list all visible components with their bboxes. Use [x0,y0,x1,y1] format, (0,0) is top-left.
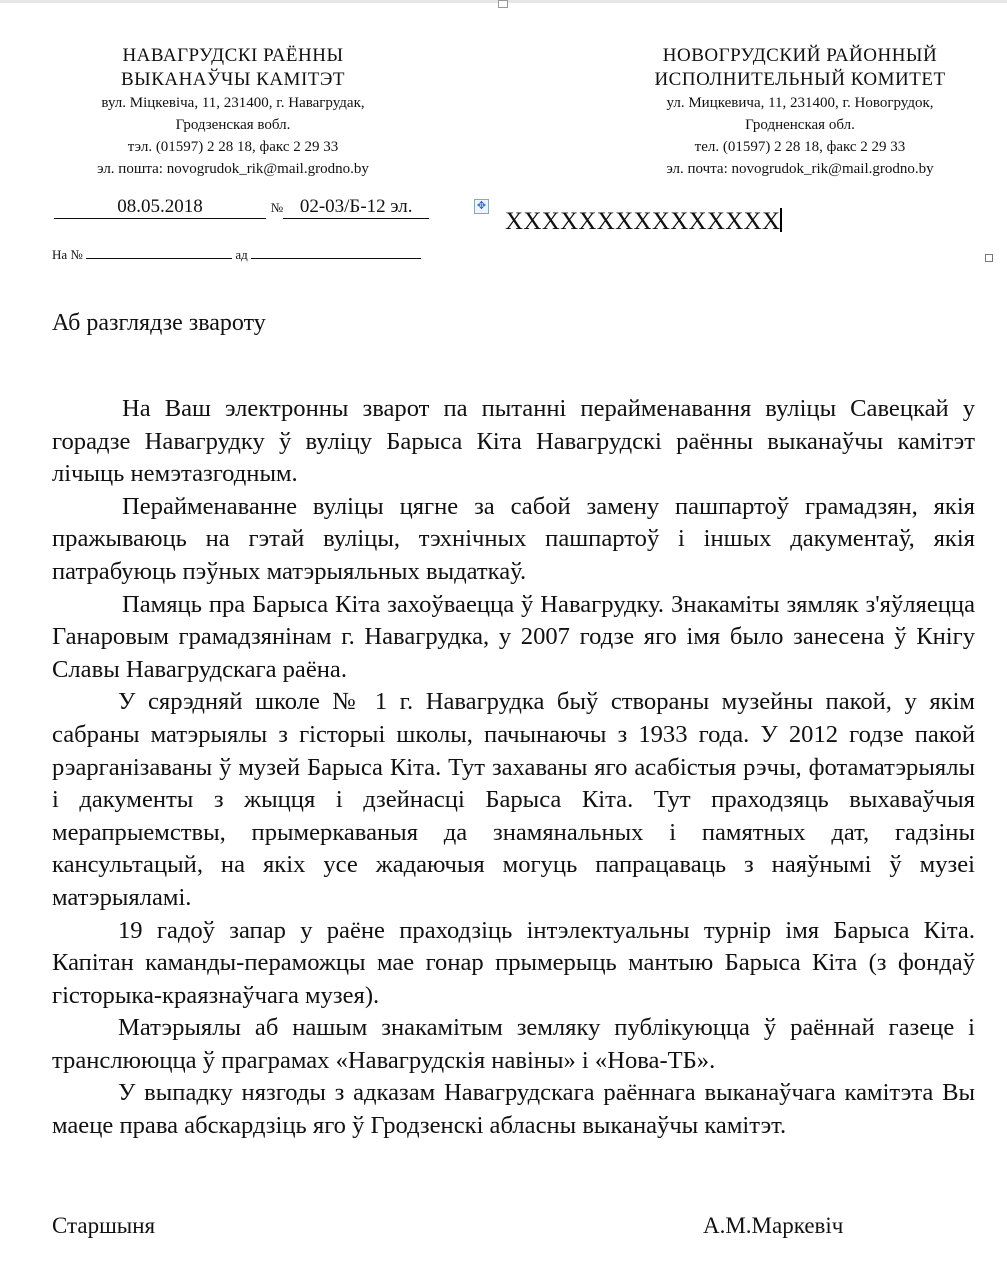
org-title-be-2: ВЫКАНАЎЧЫ КАМІТЭТ [120,69,346,90]
org-title-ru-2: ИСПОЛНИТЕЛЬНЫЙ КОМИТЕТ [654,69,946,90]
cell-end-marker [985,254,993,262]
ref-date-blank [251,244,421,259]
text-cursor [780,208,782,232]
org-email-ru: эл. почта: novogrudok_rik@mail.grodno.by [666,161,934,177]
paragraph: На Ваш электронны зварот па пытанні перайменавання вуліцы Савецкай у горадзе Навагрудку ў вуліцу Барыса Кіта Навагрудскі раённы выканаўчы камітэт лічыць немэтазгодным. [52,395,975,488]
signature-position: Старшыня [52,1213,156,1238]
registration-number: 02-03/Б-12 эл. [283,196,429,219]
paragraph: 19 гадоў запар у раёне праходзіць інтэлектуальны турнір імя Барыса Кіта. Капітан каманды-пераможцы мае гонар прымерыць мантыю Барыса Кіта (з фондаў гісторыка-краязнаўчага музея). [52,916,975,1009]
ref-label: На № [52,247,83,262]
paragraph: У сярэдняй школе № 1 г. Навагрудка быў створаны музейны пакой, у якім сабраны матэрыялы з гісторыі школы, пачынаючы з 1933 года. У 2012 годзе пакой рэарганізаваны ў музей Барыса Кіта. Тут захаваны яго асабістыя рэчы, фотаматэрыялы і дакументы з жыцця і дзейнасці Барыса Кіта. Тут праходзяць выхаваўчыя мерапрыемствы, прымеркаваныя да знамянальных і памятных дат, гадзіны кансультацый, на якіх усе жадаючыя могуць папрацаваць з наяўнымі ў музеі матэрыяламі. [52,688,975,911]
signature-name: А.М.Маркевіч [703,1213,844,1238]
header-left [48,44,418,180]
org-phone-ru: тел. (01597) 2 28 18, факс 2 29 33 [694,139,906,155]
org-phone-be: тэл. (01597) 2 28 18, факс 2 29 33 [127,139,339,155]
header-right [615,44,985,180]
from-label: ад [235,247,248,262]
registration-line [54,196,429,219]
subject-line: Аб разглядзе звароту [52,310,266,336]
addressee[interactable] [505,208,782,236]
paragraph: Перайменаванне вуліцы цягне за сабой замену пашпартоў грамадзян, якія пражываюць на гэтай вуліцы, тэхнічных пашпартоў і іншых дакументаў, якія патрабуюць пэўных матэрыяльных выдаткаў. [52,492,975,585]
addressee-text[interactable]: XXXXXXXXXXXXXXX [505,208,781,235]
reference-line [52,244,421,263]
org-email-be: эл. пошта: novogrudok_rik@mail.grodno.by [97,161,369,177]
paragraph: У выпадку нязгоды з адказам Навагрудскага раённага выканаўчага камітэта Вы маеце права абскардзіць яго ў Гродзенскі абласны выканаўчы камітэт. [52,1079,975,1140]
org-address-be: вул. Міцкевіча, 11, 231400, г. Навагрудак, [101,95,365,111]
org-region-be: Гродзенская вобл. [175,117,291,133]
number-label: № [270,200,284,215]
ruler-marker[interactable] [498,0,508,8]
org-title-be-1: НАВАГРУДСКІ РАЁННЫ [122,45,344,66]
paragraph: Матэрыялы аб нашым знакамітым земляку публікуюцца ў раённай газеце і транслююцца ў праграмах «Навагрудскія навіны» і «Нова-ТБ». [52,1014,975,1074]
org-title-ru-1: НОВОГРУДСКИЙ РАЙОННЫЙ [662,45,938,66]
letter-body [52,393,975,1143]
org-region-ru: Гродненская обл. [745,117,855,133]
org-address-ru: ул. Мицкевича, 11, 231400, г. Новогрудок, [666,95,934,111]
table-move-handle-icon[interactable]: ✥ [474,199,489,214]
registration-date: 08.05.2018 [54,196,266,219]
ref-number-blank [86,244,232,259]
paragraph: Памяць пра Барыса Кіта захоўваецца ў Навагрудку. Знакаміты зямляк з'яўляецца Ганаровым грамадзянінам г. Навагрудка, у 2007 годзе яго імя было занесена ў Кнігу Славы Навагрудскага раёна. [52,590,975,683]
